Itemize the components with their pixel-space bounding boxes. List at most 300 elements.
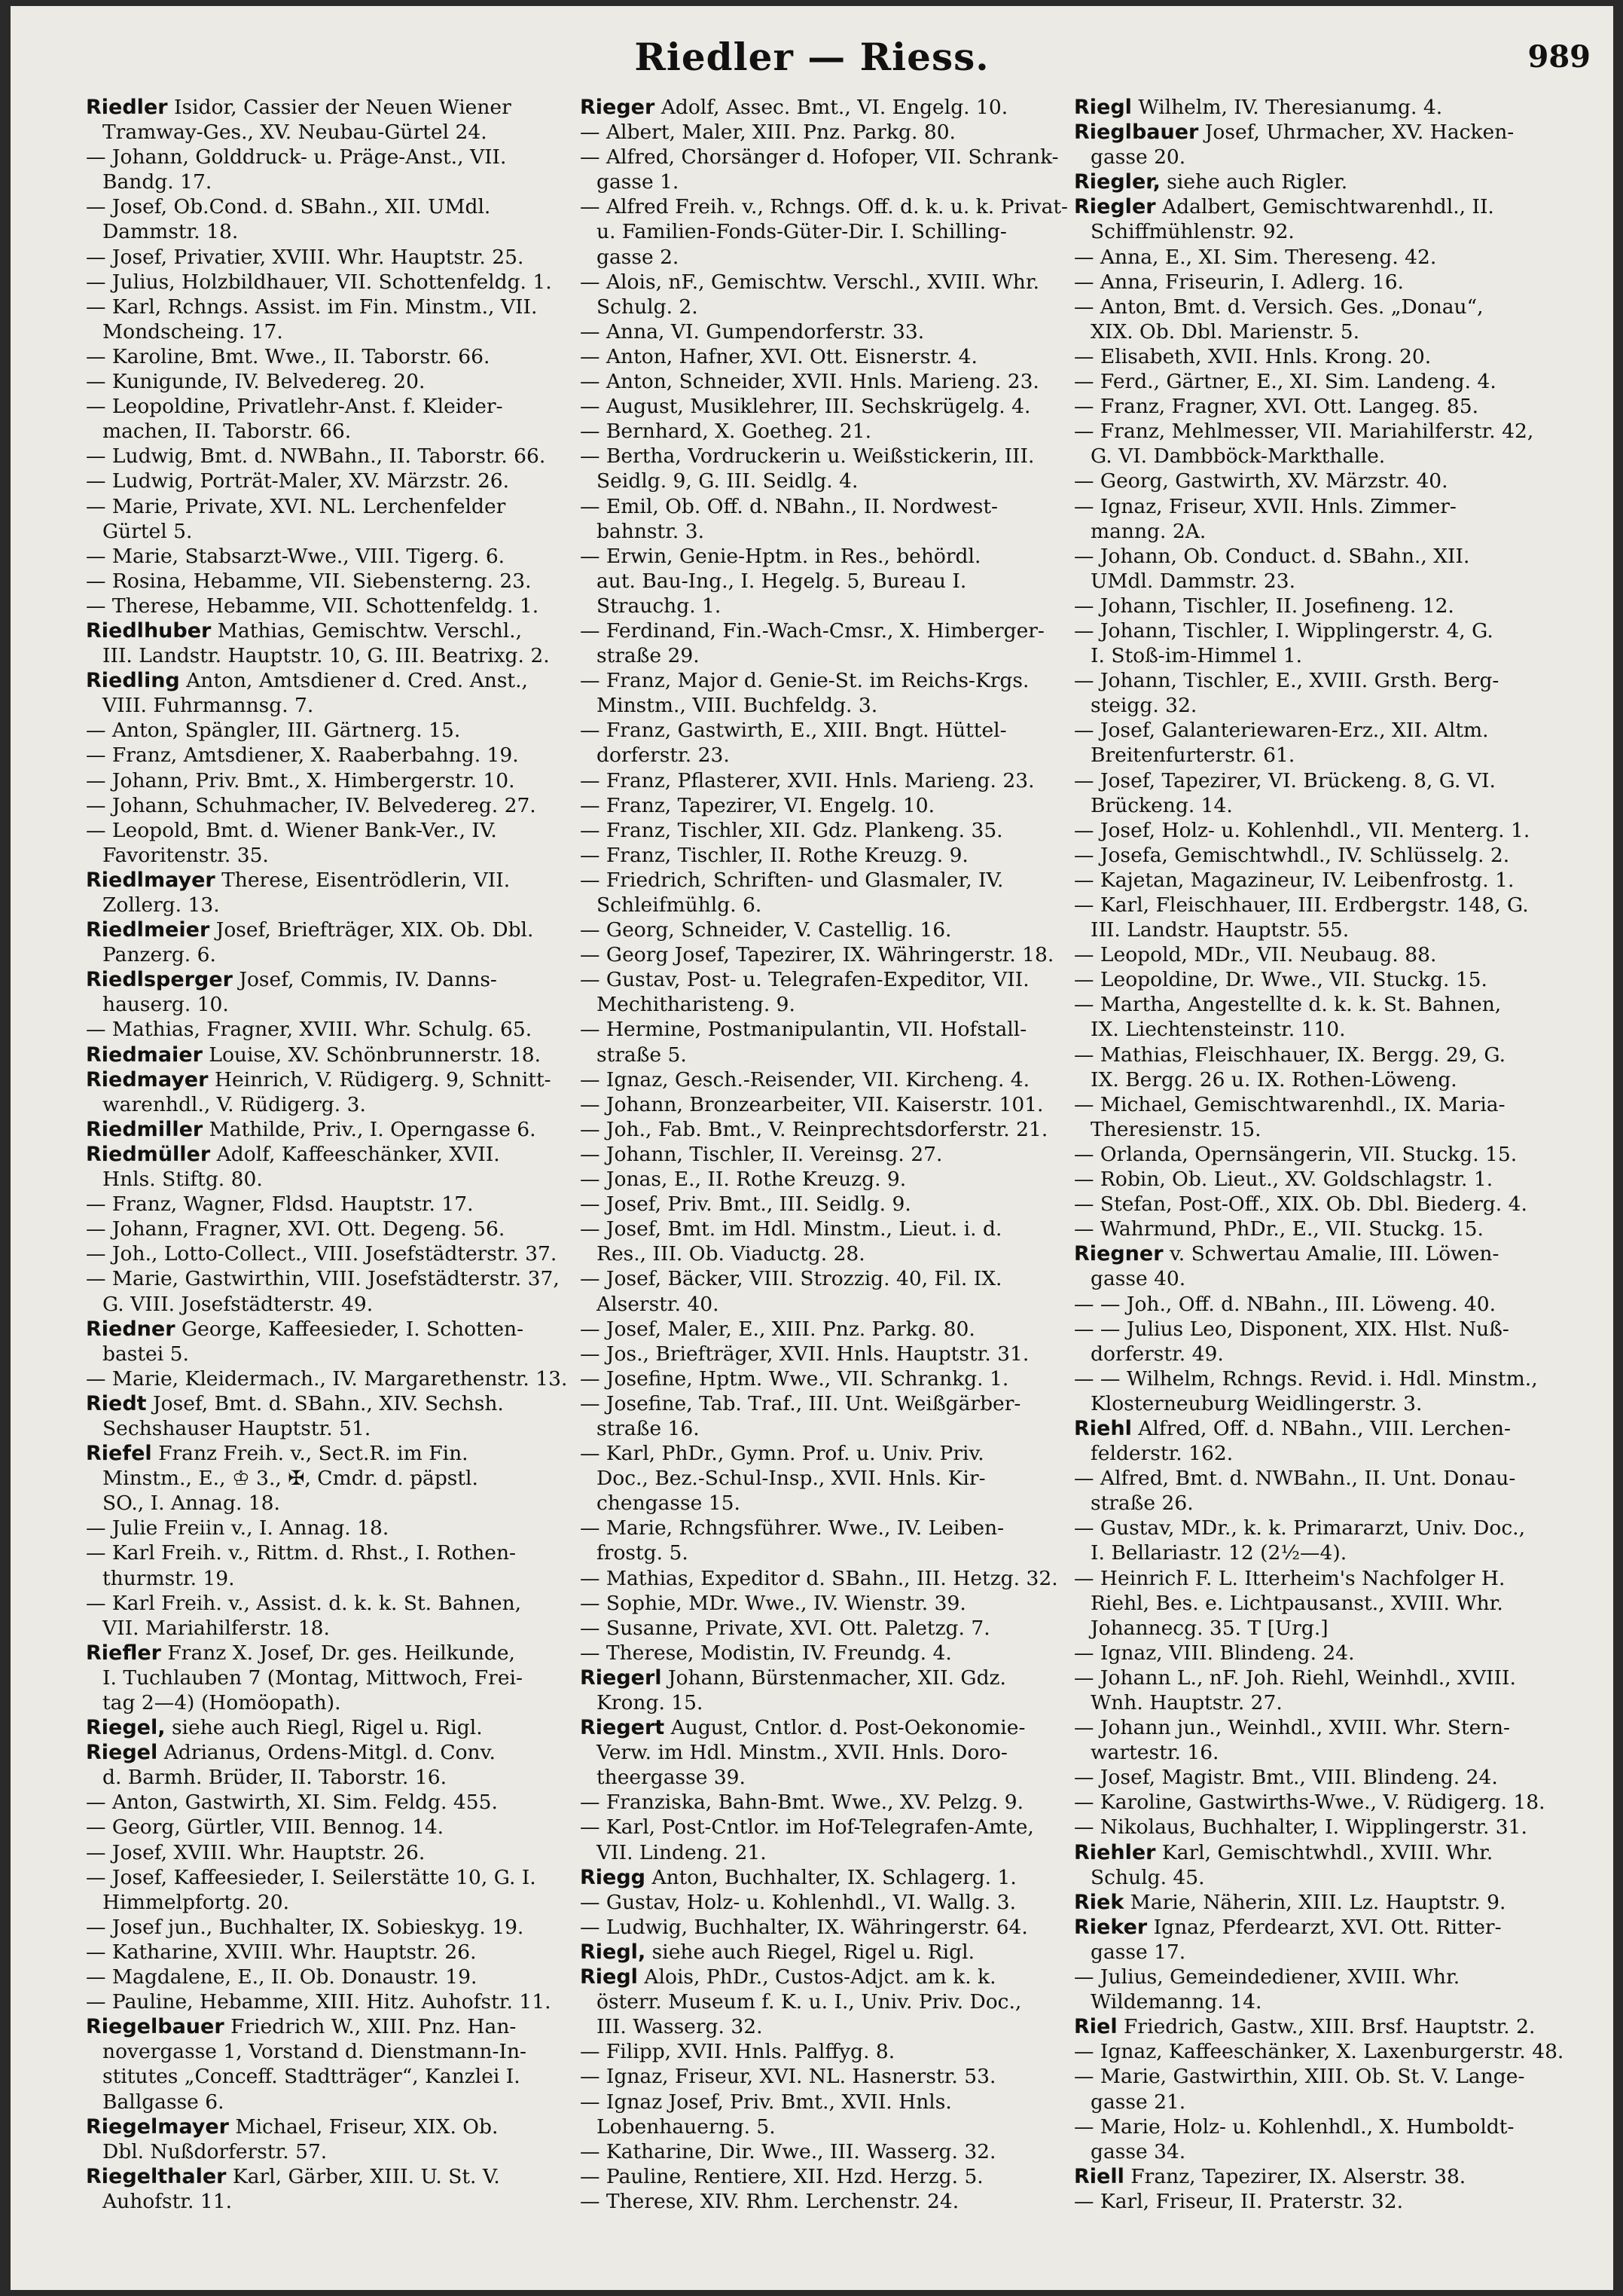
entry-text: — Mathias, Expeditor d. SBahn., III. Hetzg. 32. [580, 1566, 1058, 1590]
directory-line [580, 1167, 1100, 1192]
directory-line [1074, 344, 1594, 369]
entry-text: — Marie, Gastwirthin, VIII. Josefstädterstr. 37, [86, 1267, 560, 1291]
entry-text: III. Landstr. Hauptstr. 10, G. III. Beatrixg. 2. [102, 644, 550, 668]
entry-text: — Anna, Friseurin, I. Adlerg. 16. [1074, 270, 1404, 294]
directory-line [1074, 1192, 1594, 1217]
directory-line [580, 95, 1100, 120]
directory-line [86, 1790, 606, 1815]
directory-line [86, 319, 606, 344]
entry-text: — Stefan, Post-Off., XIX. Ob. Dbl. Biederg. 4. [1074, 1192, 1527, 1217]
entry-text: — Marie, Rchngsführer. Wwe., IV. Leiben- [580, 1516, 1005, 1540]
entry-text: — Heinrich F. L. Itterheim's Nachfolger H. [1074, 1566, 1506, 1590]
entry-text: — Rosina, Hebamme, VII. Siebensterng. 23. [86, 569, 532, 593]
directory-line [1074, 319, 1594, 344]
entry-text: — Julius, Gemeindediener, XVIII. Whr. [1074, 1965, 1460, 1989]
directory-line [1074, 2139, 1594, 2164]
directory-line [580, 1017, 1100, 1042]
directory-line [580, 1366, 1100, 1391]
directory-line [580, 2189, 1100, 2214]
directory-line [580, 1142, 1100, 1167]
directory-line [1074, 1466, 1594, 1491]
entry-text: — Josef, Magistr. Bmt., VIII. Blindeng. 24. [1074, 1766, 1498, 1790]
entry-text: — Leopold, Bmt. d. Wiener Bank-Ver., IV. [86, 818, 497, 842]
entry-text: Hnls. Stiftg. 80. [102, 1168, 263, 1192]
directory-line [580, 2014, 1100, 2039]
entry-text: IX. Bergg. 26 u. IX. Rothen-Löweng. [1091, 1067, 1457, 1092]
directory-line [86, 1815, 606, 1840]
directory-line [1074, 1815, 1594, 1840]
directory-line [86, 1192, 606, 1217]
directory-line [86, 1840, 606, 1865]
entry-text: — Anna, VI. Gumpendorferstr. 33. [580, 319, 925, 343]
directory-line [86, 992, 606, 1017]
directory-line [580, 1516, 1100, 1540]
directory-line [1074, 1516, 1594, 1540]
directory-line [86, 793, 606, 818]
entry-text: Franz, Tapezirer, IX. Alserstr. 38. [1124, 2164, 1466, 2188]
directory-line [86, 2189, 606, 2214]
directory-line [580, 1241, 1100, 1266]
directory-line [1074, 1067, 1594, 1092]
directory-line [86, 169, 606, 194]
entry-text: — Josef, XVIII. Whr. Hauptstr. 26. [86, 1840, 426, 1864]
directory-line [86, 768, 606, 793]
entry-text: Wildemanng. 14. [1091, 1990, 1262, 2014]
column-3 [1074, 95, 1594, 2264]
entry-text: Adolf, Assec. Bmt., VI. Engelg. 10. [654, 96, 1008, 119]
directory-line [1074, 120, 1594, 145]
entry-text: VII. Mariahilferstr. 18. [102, 1616, 330, 1640]
entry-text: — Marie, Private, XVI. NL. Lerchenfelder [86, 494, 506, 518]
entry-text: straße 16. [596, 1416, 700, 1440]
entry-text: G. VIII. Josefstädterstr. 49. [102, 1292, 374, 1316]
directory-line [86, 1416, 606, 1441]
directory-line [86, 1591, 606, 1616]
entry-text: — — Wilhelm, Rchngs. Revid. i. Hdl. Minstm., [1074, 1366, 1538, 1391]
directory-line [86, 1366, 606, 1391]
entry-text: — Johann, Priv. Bmt., X. Himbergerstr. 10. [86, 768, 515, 792]
directory-line [580, 917, 1100, 942]
entry-text: felderstr. 162. [1091, 1442, 1234, 1466]
surname-heading: Riegl [1074, 96, 1132, 119]
surname-heading: Riedler [86, 96, 168, 119]
entry-text: — Georg, Gastwirth, XV. Märzstr. 40. [1074, 469, 1448, 493]
directory-line [580, 1217, 1100, 1241]
directory-line [580, 194, 1100, 219]
directory-line [1074, 1840, 1594, 1865]
directory-line [86, 569, 606, 594]
directory-line [1074, 369, 1594, 394]
entry-text: SO., I. Annag. 18. [102, 1491, 280, 1516]
entry-text: Sechshauser Hauptstr. 51. [102, 1416, 371, 1440]
directory-line [1074, 793, 1594, 818]
directory-line [86, 1391, 606, 1416]
directory-line [1074, 2064, 1594, 2089]
entry-text: — Ludwig, Porträt-Maler, XV. Märzstr. 26. [86, 469, 510, 493]
entry-text: — August, Musiklehrer, III. Sechskrügelg. 4. [580, 395, 1031, 419]
directory-line [1074, 519, 1594, 544]
directory-line [1074, 1366, 1594, 1391]
directory-line [1074, 743, 1594, 768]
entry-text: — Susanne, Private, XVI. Ott. Paletzg. 7. [580, 1616, 990, 1640]
surname-heading: Riegel, [86, 1716, 166, 1740]
directory-line [86, 1540, 606, 1565]
entry-text: — Robin, Ob. Lieut., XV. Goldschlagstr. 1. [1074, 1168, 1493, 1192]
entry-text: — Franz, Wagner, Fldsd. Hauptstr. 17. [86, 1192, 474, 1217]
directory-line [86, 2114, 606, 2139]
entry-text: bahnstr. 3. [596, 519, 705, 543]
entry-text: — Josefa, Gemischtwhdl., IV. Schlüsselg. 2. [1074, 843, 1510, 867]
directory-line [580, 768, 1100, 793]
surname-heading: Riedmayer [86, 1067, 209, 1092]
entry-text: — Therese, Modistin, IV. Freundg. 4. [580, 1641, 952, 1665]
entry-text: Alserstr. 40. [596, 1292, 719, 1316]
entry-text: — Karl, Fleischhauer, III. Erdbergstr. 148, G. [1074, 893, 1529, 917]
directory-line [1074, 1142, 1594, 1167]
entry-text: — Ludwig, Buchhalter, IX. Währingerstr. 64. [580, 1915, 1028, 1939]
entry-text: — Ludwig, Bmt. d. NWBahn., II. Taborstr. 66. [86, 444, 546, 469]
entry-text: machen, II. Taborstr. 66. [102, 420, 352, 444]
directory-line [580, 1915, 1100, 1940]
entry-text: Minstm., VIII. Buchfeldg. 3. [596, 694, 878, 718]
entry-text: — Anton, Schneider, XVII. Hnls. Marieng. 23. [580, 370, 1039, 394]
directory-line [1074, 1092, 1594, 1117]
entry-text: Schleifmühlg. 6. [596, 893, 762, 917]
entry-text: gasse 17. [1091, 1940, 1186, 1964]
directory-line [580, 270, 1100, 295]
directory-line [580, 2090, 1100, 2114]
directory-line [1074, 1890, 1594, 1915]
entry-text: — Josef, Galanteriewaren-Erz., XII. Altm. [1074, 719, 1489, 743]
surname-heading: Riegerl [580, 1666, 662, 1690]
entry-text: G. VI. Dambböck-Markthalle. [1091, 444, 1386, 469]
directory-line [86, 893, 606, 917]
entry-text: Alois, PhDr., Custos-Adjct. am k. k. [637, 1965, 996, 1989]
entry-text: u. Familien-Fonds-Güter-Dir. I. Schilling- [596, 220, 1007, 244]
entry-text: wartestr. 16. [1091, 1741, 1219, 1765]
directory-line [580, 1715, 1100, 1740]
directory-line [580, 1043, 1100, 1067]
entry-text: Alfred, Off. d. NBahn., VIII. Lerchen- [1131, 1416, 1511, 1440]
entry-text: — Emil, Ob. Off. d. NBahn., II. Nordwest- [580, 494, 998, 518]
entry-text: — Franz, Mehlmesser, VII. Mariahilferstr. 42, [1074, 420, 1534, 444]
entry-text: Anton, Buchhalter, IX. Schlagerg. 1. [645, 1865, 1017, 1889]
directory-line [1074, 917, 1594, 942]
directory-line [580, 2114, 1100, 2139]
entry-text: — Marie, Stabsarzt-Wwe., VIII. Tigerg. 6. [86, 544, 505, 568]
entry-text: — Martha, Angestellte d. k. k. St. Bahnen, [1074, 993, 1502, 1017]
entry-text: manng. 2A. [1091, 519, 1207, 543]
entry-text: — Pauline, Rentiere, XII. Hzd. Herzg. 5. [580, 2164, 984, 2188]
entry-text: — Nikolaus, Buchhalter, I. Wipplingerstr. 31. [1074, 1815, 1527, 1840]
directory-line [86, 245, 606, 270]
directory-line [580, 469, 1100, 493]
directory-line [86, 344, 606, 369]
directory-line [86, 1142, 606, 1167]
directory-line [86, 1266, 606, 1291]
directory-line [1074, 219, 1594, 244]
entry-text: — Julius, Holzbildhauer, VII. Schottenfeldg. 1. [86, 270, 552, 294]
entry-text: — Johann L., nF. Joh. Riehl, Weinhdl., XVIII. [1074, 1666, 1516, 1690]
directory-line [86, 1092, 606, 1117]
entry-text: — Anton, Spängler, III. Gärtnerg. 15. [86, 719, 461, 743]
surname-heading: Riegler [1074, 195, 1156, 219]
directory-line [86, 2139, 606, 2164]
entry-text: dorferstr. 49. [1091, 1342, 1224, 1366]
entry-text: — Gustav, Post- u. Telegrafen-Expeditor, VII. [580, 968, 1030, 992]
directory-line [580, 1865, 1100, 1890]
directory-line [580, 544, 1100, 569]
directory-line [580, 1815, 1100, 1840]
directory-line [86, 594, 606, 618]
directory-line [1074, 1441, 1594, 1466]
directory-line [86, 1117, 606, 1142]
directory-line [1074, 643, 1594, 668]
entry-text: — Johann, Tischler, II. Vereinsg. 27. [580, 1142, 943, 1166]
entry-text: tag 2—4) (Homöopath). [102, 1691, 341, 1714]
surname-heading: Riegl, [580, 1940, 646, 1964]
directory-line [1074, 1342, 1594, 1366]
directory-line [580, 2064, 1100, 2089]
entry-text: Dammstr. 18. [102, 220, 239, 244]
directory-line [86, 917, 606, 942]
directory-line [1074, 868, 1594, 893]
entry-text: — Gustav, MDr., k. k. Primararzt, Univ. Doc., [1074, 1516, 1526, 1540]
directory-line [86, 1940, 606, 1965]
directory-line [86, 818, 606, 843]
directory-line [1074, 1616, 1594, 1641]
entry-text: Seidlg. 9, G. III. Seidlg. 4. [596, 469, 859, 493]
directory-line [1074, 693, 1594, 718]
directory-line [580, 1765, 1100, 1790]
entry-text: — Ferd., Gärtner, E., XI. Sim. Landeng. 4. [1074, 370, 1496, 394]
entry-text: XIX. Ob. Dbl. Marienstr. 5. [1091, 319, 1360, 343]
entry-text: — Erwin, Genie-Hptm. in Res., behördl. [580, 544, 981, 568]
directory-line [580, 1790, 1100, 1815]
entry-text: — Bertha, Vordruckerin u. Weißstickerin, III. [580, 444, 1035, 469]
entry-text: Auhofstr. 11. [102, 2189, 233, 2213]
directory-line [86, 1715, 606, 1740]
entry-text: Lobenhauerng. 5. [596, 2114, 776, 2139]
directory-line [580, 868, 1100, 893]
entry-text: — Ignaz, Friseur, XVII. Hnls. Zimmer- [1074, 494, 1457, 518]
entry-text: I. Stoß-im-Himmel 1. [1091, 644, 1302, 668]
surname-heading: Riedner [86, 1317, 175, 1341]
directory-page [11, 6, 1613, 2290]
entry-text: Josef, Commis, IV. Danns- [232, 968, 497, 992]
directory-line [1074, 668, 1594, 693]
entry-text: Minstm., E., ♔ 3., ✠, Cmdr. d. päpstl. [102, 1467, 478, 1491]
directory-line [86, 1915, 606, 1940]
entry-text: Ignaz, Pferdearzt, XVI. Ott. Ritter- [1147, 1915, 1502, 1939]
surname-heading: Riegg [580, 1865, 646, 1889]
directory-line [1074, 569, 1594, 594]
directory-line [580, 1616, 1100, 1641]
directory-line [86, 1017, 606, 1042]
entry-text: — Alfred, Bmt. d. NWBahn., II. Unt. Donau- [1074, 1467, 1516, 1491]
column-2 [580, 95, 1100, 2264]
entry-text: Mondscheing. 17. [102, 319, 283, 343]
surname-heading: Riegelthaler [86, 2164, 227, 2188]
directory-line [1074, 544, 1594, 569]
directory-line [1074, 1167, 1594, 1192]
directory-line [580, 967, 1100, 992]
directory-line [1074, 2090, 1594, 2114]
entry-text: Johann, Bürstenmacher, XII. Gdz. [661, 1666, 1006, 1690]
entry-text: thurmstr. 19. [102, 1566, 235, 1590]
directory-line [1074, 1666, 1594, 1690]
directory-line [1074, 618, 1594, 643]
directory-line [86, 868, 606, 893]
directory-line [86, 2090, 606, 2114]
surname-heading: Riedmüller [86, 1142, 211, 1166]
entry-text: theergasse 39. [596, 1766, 746, 1790]
entry-text: — Josefine, Tab. Traf., III. Unt. Weißgärber- [580, 1391, 1021, 1415]
directory-line [580, 743, 1100, 768]
entry-text: — Josef, Ob.Cond. d. SBahn., XII. UMdl. [86, 195, 491, 219]
directory-line [1074, 95, 1594, 120]
entry-text: — Johann, Tischler, I. Wipplingerstr. 4, G. [1074, 618, 1493, 643]
directory-line [580, 942, 1100, 967]
entry-text: hauserg. 10. [102, 993, 229, 1017]
surname-heading: Riedlmayer [86, 868, 215, 892]
entry-text: — Karl Freih. v., Rittm. d. Rhst., I. Rothen- [86, 1541, 517, 1565]
directory-line [1074, 295, 1594, 319]
directory-line [1074, 1491, 1594, 1516]
directory-line [580, 1466, 1100, 1491]
entry-text: — Josef, Tapezirer, VI. Brückeng. 8, G. VI. [1074, 768, 1496, 792]
directory-line [1074, 1690, 1594, 1715]
directory-line [580, 1441, 1100, 1466]
entry-text: — Pauline, Hebamme, XIII. Hitz. Auhofstr. 11. [86, 1990, 551, 2014]
directory-line [580, 1317, 1100, 1342]
entry-text: Isidor, Cassier der Neuen Wiener [167, 96, 511, 119]
directory-line [86, 1491, 606, 1516]
directory-line [86, 444, 606, 469]
entry-text: — Georg, Gürtler, VIII. Bennog. 14. [86, 1815, 444, 1840]
directory-line [580, 643, 1100, 668]
surname-heading: Riegel [86, 1741, 158, 1765]
entry-text: — Jonas, E., II. Rothe Kreuzg. 9. [580, 1168, 907, 1192]
directory-line [1074, 718, 1594, 743]
entry-text: — Franz, Gastwirth, E., XIII. Bngt. Hüttel- [580, 719, 1007, 743]
directory-line [86, 942, 606, 967]
directory-line [1074, 444, 1594, 469]
directory-line [580, 319, 1100, 344]
directory-line [580, 843, 1100, 868]
directory-line [86, 2039, 606, 2064]
entry-text: — Karoline, Bmt. Wwe., II. Taborstr. 66. [86, 344, 490, 368]
entry-text: — Josef, Holz- u. Kohlenhdl., VII. Menterg. 1. [1074, 818, 1530, 842]
entry-text: steigg. 32. [1091, 694, 1197, 718]
directory-line [86, 718, 606, 743]
entry-text: — Julie Freiin v., I. Annag. 18. [86, 1516, 389, 1540]
directory-line [580, 120, 1100, 145]
surname-heading: Riehl [1074, 1416, 1132, 1440]
directory-line [580, 1566, 1100, 1591]
entry-text: — Ferdinand, Fin.-Wach-Cmsr., X. Himberger- [580, 618, 1045, 643]
entry-text: Mechitharisteng. 9. [596, 993, 795, 1017]
directory-line [86, 1690, 606, 1715]
directory-line [86, 693, 606, 718]
directory-line [580, 1890, 1100, 1915]
entry-text: straße 29. [596, 644, 700, 668]
directory-line [1074, 1266, 1594, 1291]
directory-line [580, 1192, 1100, 1217]
entry-text: Adolf, Kaffeeschänker, XVII. [210, 1142, 500, 1166]
entry-text: Klosterneuburg Weidlingerstr. 3. [1091, 1391, 1423, 1415]
page-header [11, 35, 1613, 87]
entry-text: — Michael, Gemischtwarenhdl., IX. Maria- [1074, 1092, 1506, 1116]
entry-text: — Orlanda, Opernsängerin, VII. Stuckg. 15. [1074, 1142, 1518, 1166]
entry-text: — Bernhard, X. Goetheg. 21. [580, 420, 872, 444]
entry-text: — Ignaz, Friseur, XVI. NL. Hasnerstr. 53. [580, 2065, 996, 2089]
surname-heading: Riell [1074, 2164, 1124, 2188]
entry-text: frostg. 5. [596, 1541, 688, 1565]
directory-line [86, 1167, 606, 1192]
directory-line [1074, 419, 1594, 444]
surname-heading: Riegelmayer [86, 2114, 230, 2139]
directory-line [1074, 1915, 1594, 1940]
directory-line [86, 419, 606, 444]
entry-text: — Karl, PhDr., Gymn. Prof. u. Univ. Priv. [580, 1442, 984, 1466]
directory-line [580, 594, 1100, 618]
surname-heading: Riegner [1074, 1242, 1164, 1266]
directory-line [580, 394, 1100, 419]
entry-text: — Franz, Tapezirer, VI. Engelg. 10. [580, 793, 935, 817]
entry-text: Therese, Eisentrödlerin, VII. [215, 868, 511, 892]
entry-text: Breitenfurterstr. 61. [1091, 743, 1295, 768]
entry-text: — Joh., Lotto-Collect., VIII. Josefstädterstr. 37. [86, 1242, 557, 1266]
directory-line [580, 1840, 1100, 1865]
directory-line [580, 618, 1100, 643]
entry-text: — Gustav, Holz- u. Kohlenhdl., VI. Wallg. 3. [580, 1890, 1017, 1914]
entry-text: — Anton, Gastwirth, XI. Sim. Feldg. 455. [86, 1791, 498, 1815]
surname-heading: Riehler [1074, 1840, 1156, 1864]
entry-text: Himmelpfortg. 20. [102, 1890, 289, 1914]
directory-line [86, 643, 606, 668]
entry-text: Zollerg. 13. [102, 893, 220, 917]
entry-text: — Anna, E., XI. Sim. Thereseng. 42. [1074, 245, 1437, 269]
page-number: 989 [1527, 39, 1591, 75]
entry-text: d. Barmh. Brüder, II. Taborstr. 16. [102, 1766, 447, 1790]
directory-line [580, 1266, 1100, 1291]
entry-text: — Marie, Kleidermach., IV. Margarethenstr. 13. [86, 1366, 568, 1391]
surname-heading: Rieglbauer [1074, 121, 1199, 145]
directory-line [580, 893, 1100, 917]
entry-text: — Josef, Priv. Bmt., III. Seidlg. 9. [580, 1192, 911, 1217]
directory-line [580, 1491, 1100, 1516]
directory-line [1074, 768, 1594, 793]
directory-line [1074, 2189, 1594, 2214]
entry-text: — Katharine, Dir. Wwe., III. Wasserg. 32. [580, 2139, 996, 2163]
directory-line [1074, 1241, 1594, 1266]
directory-line [1074, 1117, 1594, 1142]
entry-text: — Karoline, Gastwirths-Wwe., V. Rüdigerg. 18. [1074, 1791, 1545, 1815]
entry-text: — Johann, Fragner, XVI. Ott. Degeng. 56. [86, 1217, 505, 1241]
entry-text: — — Julius Leo, Disponent, XIX. Hlst. Nuß- [1074, 1317, 1509, 1341]
directory-line [1074, 1790, 1594, 1815]
directory-line [86, 2064, 606, 2089]
surname-heading: Riedlsperger [86, 968, 233, 992]
entry-text: Franz Freih. v., Sect.R. im Fin. [151, 1442, 468, 1466]
entry-text: Wilhelm, IV. Theresianumg. 4. [1131, 96, 1443, 119]
entry-text: — Franz, Pflasterer, XVII. Hnls. Marieng. 23. [580, 768, 1035, 792]
directory-line [1074, 2014, 1594, 2039]
directory-line [580, 295, 1100, 319]
entry-text: Josef, Uhrmacher, XV. Hacken- [1198, 121, 1515, 145]
entry-text: gasse 1. [596, 170, 679, 194]
